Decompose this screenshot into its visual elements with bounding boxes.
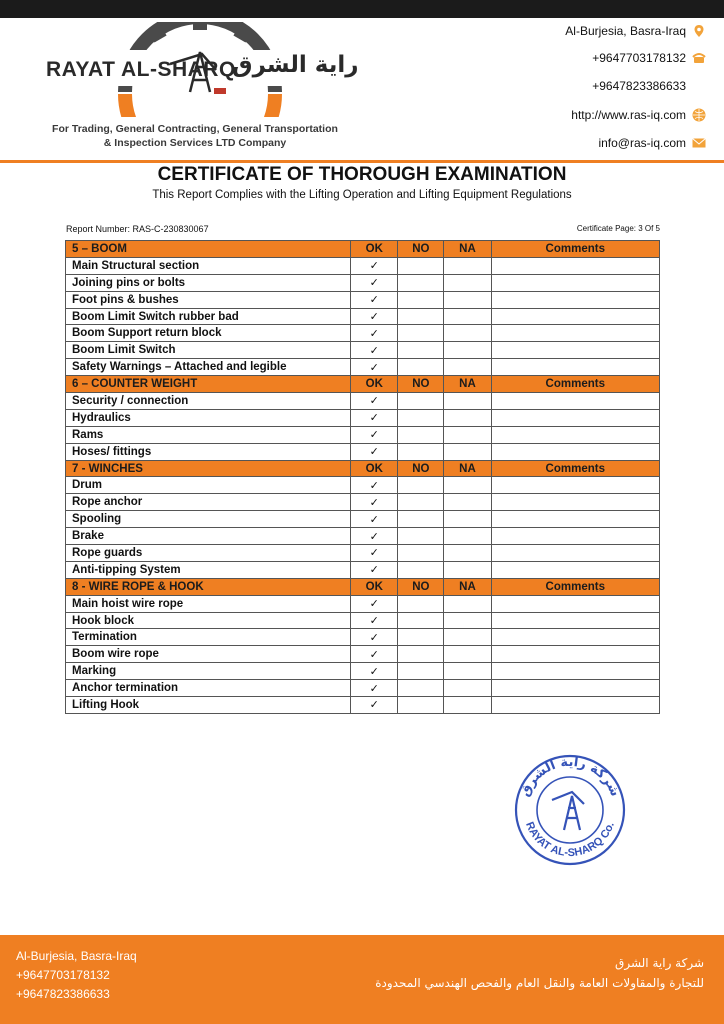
- no-cell: [398, 528, 444, 545]
- ok-check-icon: ✓: [351, 663, 398, 680]
- comments-cell: [491, 342, 659, 359]
- item-label: Joining pins or bolts: [66, 274, 351, 291]
- section-title: 8 - WIRE ROPE & HOOK: [66, 578, 351, 595]
- location-pin-icon: [692, 24, 706, 38]
- item-label: Boom Limit Switch: [66, 342, 351, 359]
- column-header-comments: Comments: [491, 578, 659, 595]
- table-row: [66, 528, 660, 545]
- table-row: [66, 612, 660, 629]
- no-cell: [398, 359, 444, 376]
- comments-cell: [491, 325, 659, 342]
- no-cell: [398, 629, 444, 646]
- no-cell: [398, 612, 444, 629]
- na-cell: [444, 595, 491, 612]
- item-label: Marking: [66, 663, 351, 680]
- table-row: [66, 680, 660, 697]
- no-cell: [398, 409, 444, 426]
- no-cell: [398, 393, 444, 410]
- footer-arabic-name: شركة راية الشرق: [615, 956, 704, 970]
- column-header-comments: Comments: [491, 241, 659, 258]
- no-cell: [398, 342, 444, 359]
- comments-cell: [491, 612, 659, 629]
- na-cell: [444, 257, 491, 274]
- no-cell: [398, 443, 444, 460]
- table-row: [66, 629, 660, 646]
- section-header-row: [66, 241, 660, 258]
- item-label: Lifting Hook: [66, 697, 351, 714]
- table-row: [66, 274, 660, 291]
- table-row: [66, 359, 660, 376]
- footer-phone-2: +9647823386633: [16, 987, 110, 1001]
- comments-cell: [491, 680, 659, 697]
- stamp-english-text: RAYAT AL-SHARQ Co.: [523, 820, 617, 860]
- item-label: Hydraulics: [66, 409, 351, 426]
- stamp-derrick-icon: [552, 792, 584, 830]
- na-cell: [444, 393, 491, 410]
- na-cell: [444, 443, 491, 460]
- company-tagline: [40, 122, 350, 150]
- no-cell: [398, 663, 444, 680]
- column-header-comments: Comments: [491, 460, 659, 477]
- no-cell: [398, 291, 444, 308]
- tagline-line-1: For Trading, General Contracting, General Transportation: [52, 123, 338, 135]
- ok-check-icon: ✓: [351, 511, 398, 528]
- logo-english-name: RAYAT AL-SHARQ: [46, 58, 236, 81]
- comments-cell: [491, 477, 659, 494]
- ok-check-icon: ✓: [351, 291, 398, 308]
- globe-icon: [692, 108, 706, 122]
- item-label: Anchor termination: [66, 680, 351, 697]
- ok-check-icon: ✓: [351, 612, 398, 629]
- na-cell: [444, 359, 491, 376]
- na-cell: [444, 494, 491, 511]
- na-cell: [444, 426, 491, 443]
- table-row: [66, 325, 660, 342]
- comments-cell: [491, 494, 659, 511]
- section-title: 5 – BOOM: [66, 241, 351, 258]
- ok-check-icon: ✓: [351, 494, 398, 511]
- column-header-na: NA: [444, 376, 491, 393]
- ok-check-icon: ✓: [351, 274, 398, 291]
- contact-website: http://www.ras-iq.com: [571, 108, 706, 122]
- contact-email: info@ras-iq.com: [598, 136, 706, 150]
- comments-cell: [491, 308, 659, 325]
- ok-check-icon: ✓: [351, 595, 398, 612]
- table-row: [66, 494, 660, 511]
- column-header-no: NO: [398, 241, 444, 258]
- item-label: Safety Warnings – Attached and legible: [66, 359, 351, 376]
- no-cell: [398, 274, 444, 291]
- item-label: Hoses/ fittings: [66, 443, 351, 460]
- footer-contact: [16, 947, 137, 1004]
- footer-arabic: [375, 953, 704, 993]
- table-row: [66, 308, 660, 325]
- footer-bar: [0, 935, 724, 1024]
- section-header-row: [66, 376, 660, 393]
- column-header-no: NO: [398, 460, 444, 477]
- ok-check-icon: ✓: [351, 697, 398, 714]
- table-row: [66, 663, 660, 680]
- no-cell: [398, 697, 444, 714]
- section-header-row: [66, 460, 660, 477]
- item-label: Drum: [66, 477, 351, 494]
- no-cell: [398, 511, 444, 528]
- comments-cell: [491, 393, 659, 410]
- mail-icon: [692, 136, 706, 150]
- column-header-ok: OK: [351, 460, 398, 477]
- section-header-row: [66, 578, 660, 595]
- ok-check-icon: ✓: [351, 629, 398, 646]
- comments-cell: [491, 697, 659, 714]
- comments-cell: [491, 274, 659, 291]
- tagline-line-2: & Inspection Services LTD Company: [103, 137, 287, 149]
- na-cell: [444, 629, 491, 646]
- comments-cell: [491, 443, 659, 460]
- no-cell: [398, 477, 444, 494]
- no-cell: [398, 595, 444, 612]
- table-row: [66, 477, 660, 494]
- company-stamp: [508, 748, 638, 868]
- na-cell: [444, 274, 491, 291]
- table-row: [66, 409, 660, 426]
- comments-cell: [491, 528, 659, 545]
- comments-cell: [491, 545, 659, 562]
- comments-cell: [491, 426, 659, 443]
- logo-arabic-name: راية الشرق: [232, 52, 359, 78]
- na-cell: [444, 612, 491, 629]
- item-label: Spooling: [66, 511, 351, 528]
- ok-check-icon: ✓: [351, 443, 398, 460]
- ok-check-icon: ✓: [351, 308, 398, 325]
- na-cell: [444, 646, 491, 663]
- column-header-na: NA: [444, 578, 491, 595]
- na-cell: [444, 697, 491, 714]
- na-cell: [444, 545, 491, 562]
- comments-cell: [491, 629, 659, 646]
- no-cell: [398, 561, 444, 578]
- header-divider: [0, 160, 724, 163]
- na-cell: [444, 561, 491, 578]
- examination-table: [65, 240, 660, 714]
- comments-cell: [491, 511, 659, 528]
- column-header-no: NO: [398, 376, 444, 393]
- na-cell: [444, 511, 491, 528]
- comments-cell: [491, 663, 659, 680]
- ok-check-icon: ✓: [351, 680, 398, 697]
- ok-check-icon: ✓: [351, 477, 398, 494]
- top-dark-bar: [0, 0, 724, 18]
- ok-check-icon: ✓: [351, 409, 398, 426]
- comments-cell: [491, 409, 659, 426]
- na-cell: [444, 477, 491, 494]
- no-cell: [398, 646, 444, 663]
- column-header-no: NO: [398, 578, 444, 595]
- ok-check-icon: ✓: [351, 359, 398, 376]
- table-row: [66, 595, 660, 612]
- contact-address: Al-Burjesia, Basra-Iraq: [565, 24, 706, 38]
- item-label: Security / connection: [66, 393, 351, 410]
- ok-check-icon: ✓: [351, 257, 398, 274]
- item-label: Brake: [66, 528, 351, 545]
- table-row: [66, 291, 660, 308]
- na-cell: [444, 680, 491, 697]
- footer-phone-1: +9647703178132: [16, 968, 110, 982]
- no-cell: [398, 308, 444, 325]
- na-cell: [444, 291, 491, 308]
- ok-check-icon: ✓: [351, 342, 398, 359]
- ok-check-icon: ✓: [351, 646, 398, 663]
- no-cell: [398, 426, 444, 443]
- item-label: Foot pins & bushes: [66, 291, 351, 308]
- column-header-ok: OK: [351, 376, 398, 393]
- certificate-subtitle: This Report Complies with the Lifting Operation and Lifting Equipment Regulations: [152, 189, 572, 201]
- comments-cell: [491, 291, 659, 308]
- table-row: [66, 443, 660, 460]
- stamp-arabic-text: شركة راية الشرق: [517, 754, 623, 799]
- ok-check-icon: ✓: [351, 325, 398, 342]
- na-cell: [444, 409, 491, 426]
- ok-check-icon: ✓: [351, 393, 398, 410]
- na-cell: [444, 528, 491, 545]
- column-header-ok: OK: [351, 578, 398, 595]
- comments-cell: [491, 646, 659, 663]
- item-label: Boom wire rope: [66, 646, 351, 663]
- ok-check-icon: ✓: [351, 561, 398, 578]
- table-row: [66, 511, 660, 528]
- certificate-title: CERTIFICATE OF THOROUGH EXAMINATION: [157, 164, 567, 185]
- table-row: [66, 545, 660, 562]
- phone-icon: [692, 51, 706, 65]
- na-cell: [444, 663, 491, 680]
- contact-phone-1: +9647703178132: [592, 51, 706, 65]
- na-cell: [444, 342, 491, 359]
- item-label: Rope anchor: [66, 494, 351, 511]
- item-label: Boom Support return block: [66, 325, 351, 342]
- contact-phone-2: +9647823386633: [592, 79, 686, 93]
- footer-arabic-description: للتجارة والمقاولات العامة والنقل العام والفحص الهندسي المحدودة: [375, 976, 704, 990]
- table-row: [66, 697, 660, 714]
- table-row: [66, 646, 660, 663]
- item-label: Main hoist wire rope: [66, 595, 351, 612]
- table-row: [66, 561, 660, 578]
- no-cell: [398, 545, 444, 562]
- item-label: Anti-tipping System: [66, 561, 351, 578]
- item-label: Rams: [66, 426, 351, 443]
- report-number: Report Number: RAS-C-230830067: [66, 224, 209, 234]
- no-cell: [398, 494, 444, 511]
- column-header-ok: OK: [351, 241, 398, 258]
- table-row: [66, 426, 660, 443]
- item-label: Rope guards: [66, 545, 351, 562]
- column-header-na: NA: [444, 241, 491, 258]
- item-label: Boom Limit Switch rubber bad: [66, 308, 351, 325]
- certificate-page: Certificate Page: 3 Of 5: [576, 224, 660, 233]
- item-label: Hook block: [66, 612, 351, 629]
- item-label: Termination: [66, 629, 351, 646]
- footer-address: Al-Burjesia, Basra-Iraq: [16, 949, 137, 963]
- no-cell: [398, 680, 444, 697]
- na-cell: [444, 308, 491, 325]
- comments-cell: [491, 359, 659, 376]
- table-row: [66, 342, 660, 359]
- section-title: 6 – COUNTER WEIGHT: [66, 376, 351, 393]
- comments-cell: [491, 561, 659, 578]
- na-cell: [444, 325, 491, 342]
- item-label: Main Structural section: [66, 257, 351, 274]
- comments-cell: [491, 257, 659, 274]
- ok-check-icon: ✓: [351, 545, 398, 562]
- column-header-na: NA: [444, 460, 491, 477]
- section-title: 7 - WINCHES: [66, 460, 351, 477]
- table-row: [66, 393, 660, 410]
- ok-check-icon: ✓: [351, 528, 398, 545]
- table-row: [66, 257, 660, 274]
- comments-cell: [491, 595, 659, 612]
- no-cell: [398, 325, 444, 342]
- column-header-comments: Comments: [491, 376, 659, 393]
- ok-check-icon: ✓: [351, 426, 398, 443]
- no-cell: [398, 257, 444, 274]
